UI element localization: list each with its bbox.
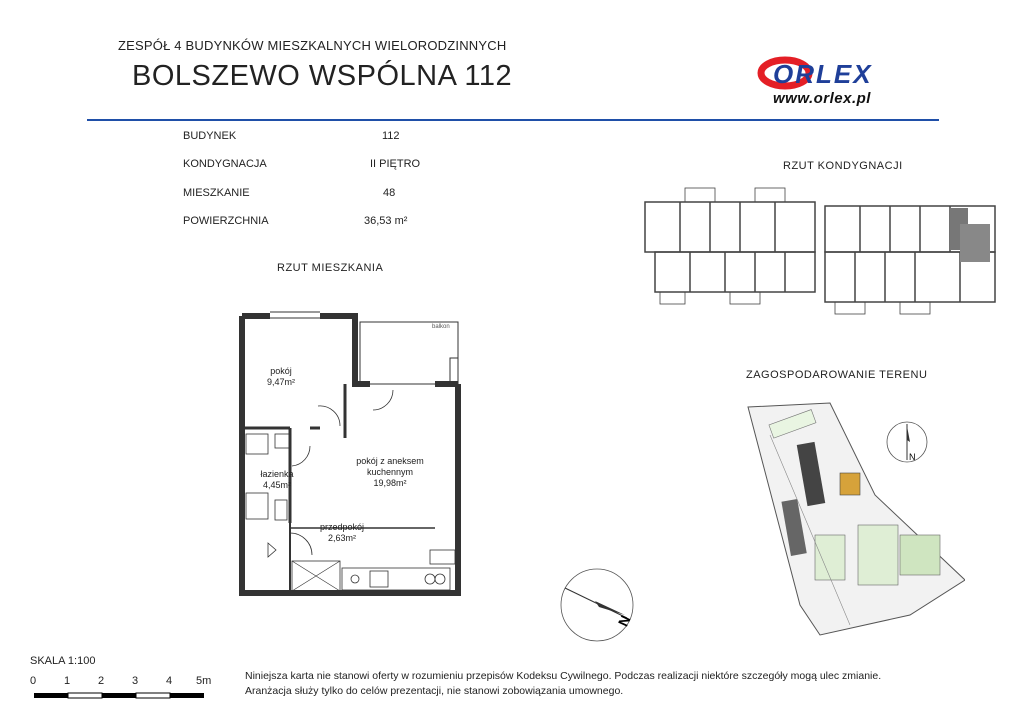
info-value-apartment: 48 bbox=[383, 187, 396, 199]
scale-tick-1: 1 bbox=[64, 675, 71, 687]
hall-label bbox=[312, 522, 372, 544]
info-value-area: 36,53 m² bbox=[364, 215, 408, 227]
project-title: BOLSZEWO WSPÓLNA 112 bbox=[132, 60, 513, 92]
room1-label bbox=[256, 366, 306, 388]
bath-area: 4,45m² bbox=[262, 480, 291, 490]
disclaimer-line-2: Aranżacja służy tylko do celów prezentacji, nie stanowi zobowiązania umownego. bbox=[245, 685, 624, 697]
info-value-building: 112 bbox=[382, 130, 400, 142]
hall-area: 2,63m² bbox=[327, 533, 356, 543]
floor-plan-title: RZUT KONDYGNACJI bbox=[783, 160, 903, 172]
site-plan-schematic bbox=[740, 395, 965, 645]
site-north-arrow bbox=[885, 420, 929, 464]
logo-text: ORLEX bbox=[773, 59, 873, 89]
site-plan-title: ZAGOSPODAROWANIE TERENU bbox=[746, 369, 928, 381]
info-label-building: BUDYNEK bbox=[183, 130, 237, 142]
info-label-apartment: MIESZKANIE bbox=[183, 187, 250, 199]
balcony-label: balkon bbox=[432, 324, 450, 330]
apartment-plan-title: RZUT MIESZKANIA bbox=[277, 262, 384, 274]
bath-label bbox=[252, 469, 302, 491]
info-label-floor: KONDYGNACJA bbox=[183, 158, 267, 170]
living-label bbox=[345, 456, 435, 489]
header-divider bbox=[87, 119, 939, 121]
room1-name: pokój bbox=[270, 366, 292, 376]
plan-north-arrow bbox=[555, 563, 645, 653]
scale-tick-0: 0 bbox=[30, 675, 37, 687]
logo-url[interactable]: www.orlex.pl bbox=[773, 90, 871, 107]
living-area: 19,98m² bbox=[373, 478, 407, 488]
disclaimer-line-1: Niniejsza karta nie stanowi oferty w rozumieniu przepisów Kodeksu Cywilnego. Podczas realizacji niektóre szczegóły mogą ulec zmianie. bbox=[245, 670, 882, 682]
living-name-2: kuchennym bbox=[366, 467, 414, 477]
project-subtitle: ZESPÓŁ 4 BUDYNKÓW MIESZKALNYCH WIELORODZINNYCH bbox=[118, 38, 507, 53]
info-label-area: POWIERZCHNIA bbox=[183, 215, 269, 227]
info-value-floor: II PIĘTRO bbox=[370, 158, 421, 170]
apartment-floor-plan bbox=[230, 298, 470, 603]
room1-area: 9,47m² bbox=[266, 377, 295, 387]
bath-name: łazienka bbox=[260, 469, 294, 479]
scale-tick-5: 5m bbox=[196, 675, 212, 687]
scale-label: SKALA 1:100 bbox=[30, 655, 96, 667]
scale-bar bbox=[34, 692, 214, 700]
floor-plan-schematic bbox=[630, 180, 1000, 320]
site-north-letter: N bbox=[909, 452, 916, 462]
scale-tick-4: 4 bbox=[166, 675, 173, 687]
living-name-1: pokój z aneksem bbox=[356, 456, 424, 466]
disclaimer bbox=[245, 669, 881, 699]
scale-tick-2: 2 bbox=[98, 675, 105, 687]
plan-north-letter: N bbox=[614, 612, 634, 629]
hall-name: przedpokój bbox=[319, 522, 365, 532]
scale-tick-3: 3 bbox=[132, 675, 139, 687]
